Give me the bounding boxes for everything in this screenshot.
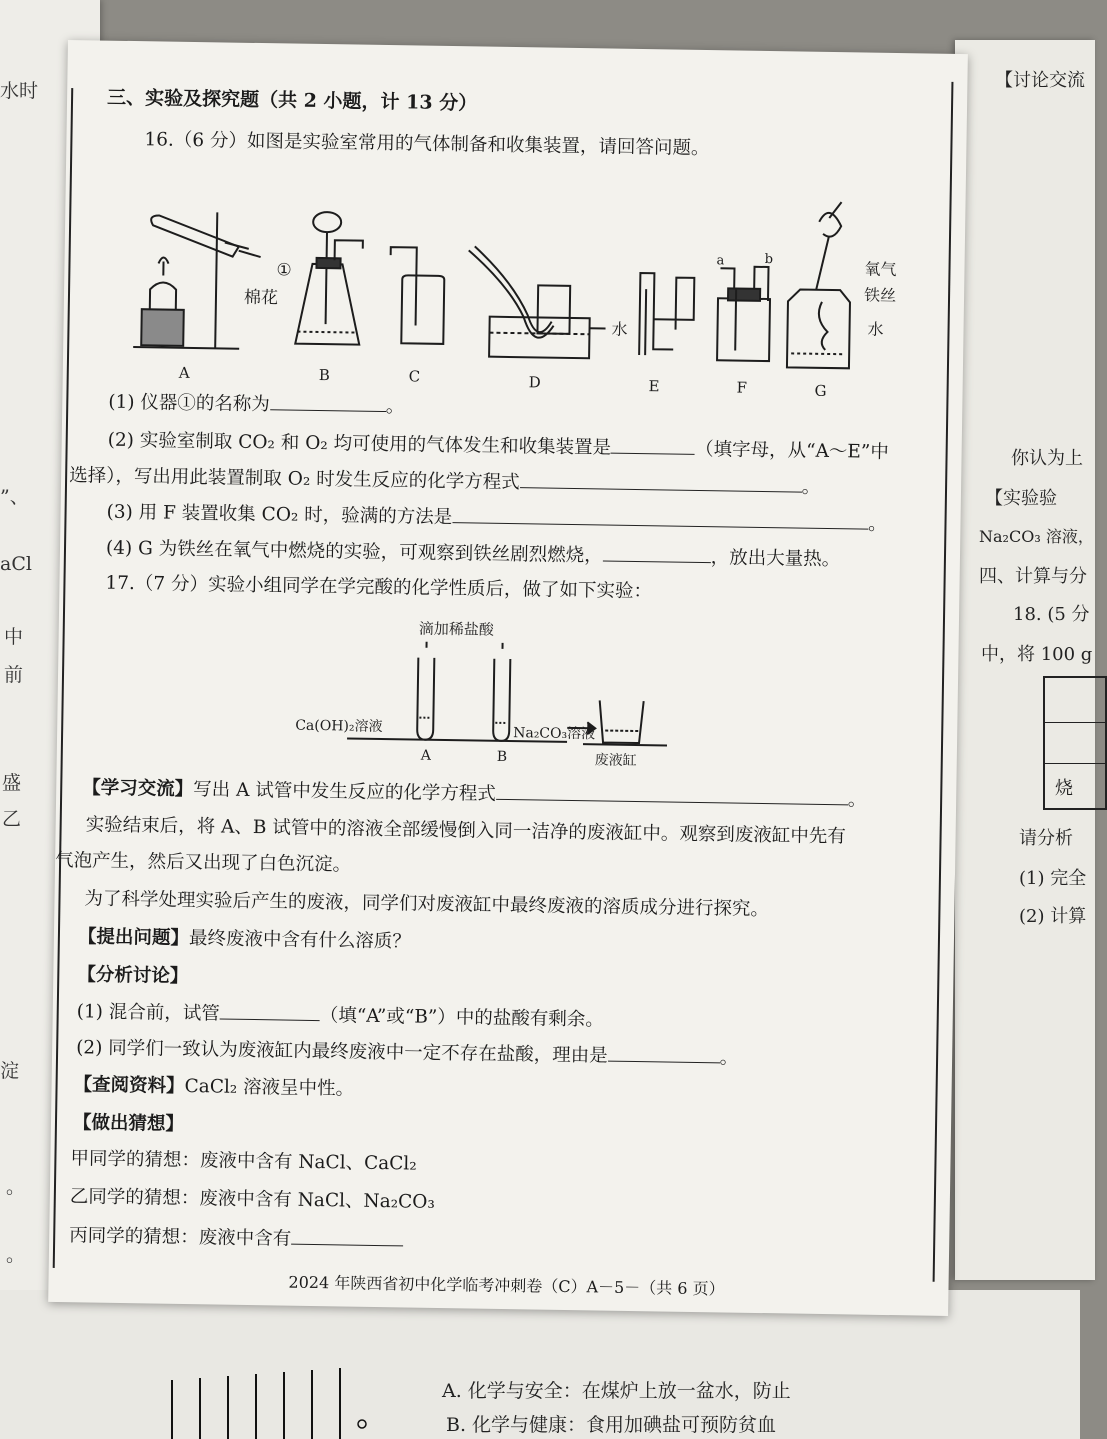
q16-part1-text: (1) 仪器①的名称为 bbox=[108, 391, 271, 416]
water-label-g: 水 bbox=[867, 319, 884, 339]
q17-stem: 17.（7 分）实验小组同学在学完酸的化学性质后，做了如下实验： bbox=[105, 572, 653, 603]
right-page-strip bbox=[955, 40, 1095, 1280]
right-fragment: 【讨论交流 bbox=[995, 70, 1085, 91]
q16-part2a-text: (2) 实验室制取 CO₂ 和 O₂ 均可使用的气体发生和收集装置是 bbox=[107, 429, 612, 459]
answer-blank[interactable] bbox=[220, 1001, 320, 1022]
q17-purpose: 为了科学处理实验后产生的废液，同学们对废液缸中最终废液的溶质成分进行探究。 bbox=[84, 888, 770, 921]
answer-blank[interactable] bbox=[608, 1043, 720, 1064]
left-fragment: ”、 bbox=[0, 486, 29, 508]
q17-obs1: 实验结束后，将 A、B 试管中的溶液全部缓慢倒入同一洁净的废液缸中。观察到废液缸中先有 bbox=[85, 814, 846, 848]
iron-wire-label: 铁丝 bbox=[863, 285, 897, 306]
q17-analysis-tag: 【分析讨论】 bbox=[77, 964, 189, 988]
q16-part2b bbox=[69, 462, 820, 501]
caoh2-label: Ca(OH)₂溶液 bbox=[295, 717, 383, 736]
right-fragment: 请分析 bbox=[1019, 828, 1073, 849]
answer-blank[interactable] bbox=[452, 504, 868, 530]
right-fragment: 18. (5 分 bbox=[1013, 604, 1090, 625]
question-tag: 【提出问题】 bbox=[77, 926, 190, 950]
q17-learn bbox=[82, 774, 866, 813]
q16-part1 bbox=[108, 389, 404, 421]
label-d: D bbox=[528, 373, 541, 392]
right-fragment: 四、计算与分 bbox=[979, 566, 1087, 587]
na2co3-label: Na₂CO₃溶液 bbox=[513, 725, 596, 743]
right-fragment: 你认为上 bbox=[1011, 448, 1083, 469]
q17-question bbox=[78, 924, 411, 955]
label-b: B bbox=[318, 365, 330, 385]
q16-apparatus-diagram bbox=[126, 171, 919, 403]
q16-part2a-end: （填字母，从“A～E”中 bbox=[694, 438, 890, 463]
analysis-1-end: （填“A”或“B”）中的盐酸有剩余。 bbox=[319, 1005, 605, 1031]
learn-end: 。 bbox=[847, 789, 867, 811]
left-fragment: 淀 bbox=[0, 1060, 20, 1082]
cotton-label: 棉花 bbox=[243, 287, 279, 309]
right-fragment: (2) 计算 bbox=[1019, 906, 1087, 927]
right-fragment: 烧 bbox=[1055, 778, 1073, 799]
left-fragment: 前 bbox=[4, 664, 24, 686]
q16-part4-text: (4) G 为铁丝在氧气中燃烧的实验，可观察到铁丝剧烈燃烧， bbox=[105, 537, 603, 567]
left-fragment: 乙 bbox=[2, 808, 22, 830]
analysis-1-text: (1) 混合前，试管 bbox=[76, 1001, 220, 1025]
q16-part3-end: 。 bbox=[868, 513, 887, 535]
answer-blank[interactable] bbox=[520, 469, 802, 492]
right-fragment: 【实验验 bbox=[985, 488, 1057, 509]
q16-stem: 16.（6 分）如图是实验室常用的气体制备和收集装置，请回答问题。 bbox=[144, 129, 710, 160]
analysis-2-end: 。 bbox=[719, 1047, 739, 1069]
q16-part2a bbox=[108, 427, 890, 466]
answer-blank[interactable] bbox=[291, 1226, 403, 1247]
q17-experiment-diagram bbox=[287, 604, 729, 771]
margin-rule bbox=[933, 82, 954, 1282]
waste-tank-label: 废液缸 bbox=[594, 752, 637, 770]
q16-part3-text: (3) 用 F 装置收集 CO₂ 时，验满的方法是 bbox=[106, 501, 453, 529]
left-fragment: 中 bbox=[4, 626, 24, 648]
q16-part1-end: 。 bbox=[385, 396, 405, 418]
q17-analysis-2 bbox=[76, 1034, 738, 1071]
learn-text: 写出 A 试管中发生反应的化学方程式 bbox=[193, 779, 497, 805]
right-table bbox=[1043, 676, 1107, 810]
answer-blank[interactable] bbox=[270, 391, 386, 412]
learn-tag: 【学习交流】 bbox=[82, 777, 194, 801]
q17-reference bbox=[73, 1072, 354, 1102]
label-f: F bbox=[736, 378, 748, 397]
q17-obs2: 气泡产生，然后又出现了白色沉淀。 bbox=[54, 849, 352, 876]
tube-a-label: A bbox=[420, 747, 432, 764]
q17-analysis-1 bbox=[77, 998, 605, 1033]
guess-jia: 甲同学的猜想：废液中含有 NaCl、CaCl₂ bbox=[70, 1148, 417, 1175]
answer-blank[interactable] bbox=[611, 435, 695, 455]
exam-page bbox=[48, 40, 968, 1316]
question-text: 最终废液中含有什么溶质？ bbox=[188, 928, 412, 953]
label-c: C bbox=[408, 367, 421, 386]
page-footer: 2024 年陕西省初中化学临考冲刺卷（C）A－5－（共 6 页） bbox=[288, 1272, 725, 1299]
guess-bing bbox=[69, 1222, 403, 1254]
q17-guess-tag: 【做出猜想】 bbox=[72, 1112, 185, 1135]
guess-bing-text: 丙同学的猜想：废液中含有 bbox=[69, 1225, 292, 1250]
right-fragment: Na₂CO₃ 溶液， bbox=[979, 527, 1094, 546]
label-g: G bbox=[814, 381, 827, 400]
tube-b-label: B bbox=[496, 748, 508, 765]
reference-text: CaCl₂ 溶液呈中性。 bbox=[184, 1075, 355, 1100]
q16-part4 bbox=[106, 535, 841, 574]
reference-tag: 【查阅资料】 bbox=[73, 1074, 185, 1097]
instrument-one-label: ① bbox=[276, 260, 292, 281]
section-title: 三、实验及探究题（共 2 小题，计 13 分） bbox=[106, 86, 478, 115]
q16-part3 bbox=[106, 499, 887, 538]
bottom-grid-lines bbox=[150, 1290, 380, 1439]
left-fragment: 水时 bbox=[0, 80, 39, 102]
label-a: A bbox=[178, 363, 190, 382]
label-e: E bbox=[648, 377, 660, 396]
left-fragment: aCl bbox=[0, 553, 32, 575]
water-label: 水 bbox=[611, 319, 628, 339]
answer-blank[interactable] bbox=[603, 542, 711, 563]
q16-part2b-end: 。 bbox=[801, 476, 821, 498]
left-fragment: 。 bbox=[6, 1244, 26, 1266]
drip-label: 滴加稀盐酸 bbox=[418, 619, 494, 639]
left-fragment: 盛 bbox=[2, 772, 22, 794]
answer-blank[interactable] bbox=[496, 781, 848, 806]
option-a: A. 化学与安全：在煤炉上放一盆水，防止 bbox=[442, 1380, 791, 1402]
port-b-label: b bbox=[764, 251, 774, 268]
guess-yi: 乙同学的猜想：废液中含有 NaCl、Na₂CO₃ bbox=[69, 1186, 435, 1213]
q16-part4-end: ，放出大量热。 bbox=[710, 547, 841, 571]
right-fragment: 中，将 100 g bbox=[981, 644, 1093, 665]
oxygen-label: 氧气 bbox=[864, 259, 897, 280]
analysis-2-text: (2) 同学们一致认为废液缸内最终废液中一定不存在盐酸，理由是 bbox=[76, 1037, 608, 1067]
port-a-label: a bbox=[716, 253, 725, 269]
right-fragment: (1) 完全 bbox=[1019, 868, 1087, 889]
q16-part2b-text: 选择），写出用此装置制取 O₂ 时发生反应的化学方程式 bbox=[68, 465, 520, 494]
option-b: B. 化学与健康：食用加碘盐可预防贫血 bbox=[446, 1414, 777, 1436]
left-fragment: 。 bbox=[6, 1176, 26, 1198]
